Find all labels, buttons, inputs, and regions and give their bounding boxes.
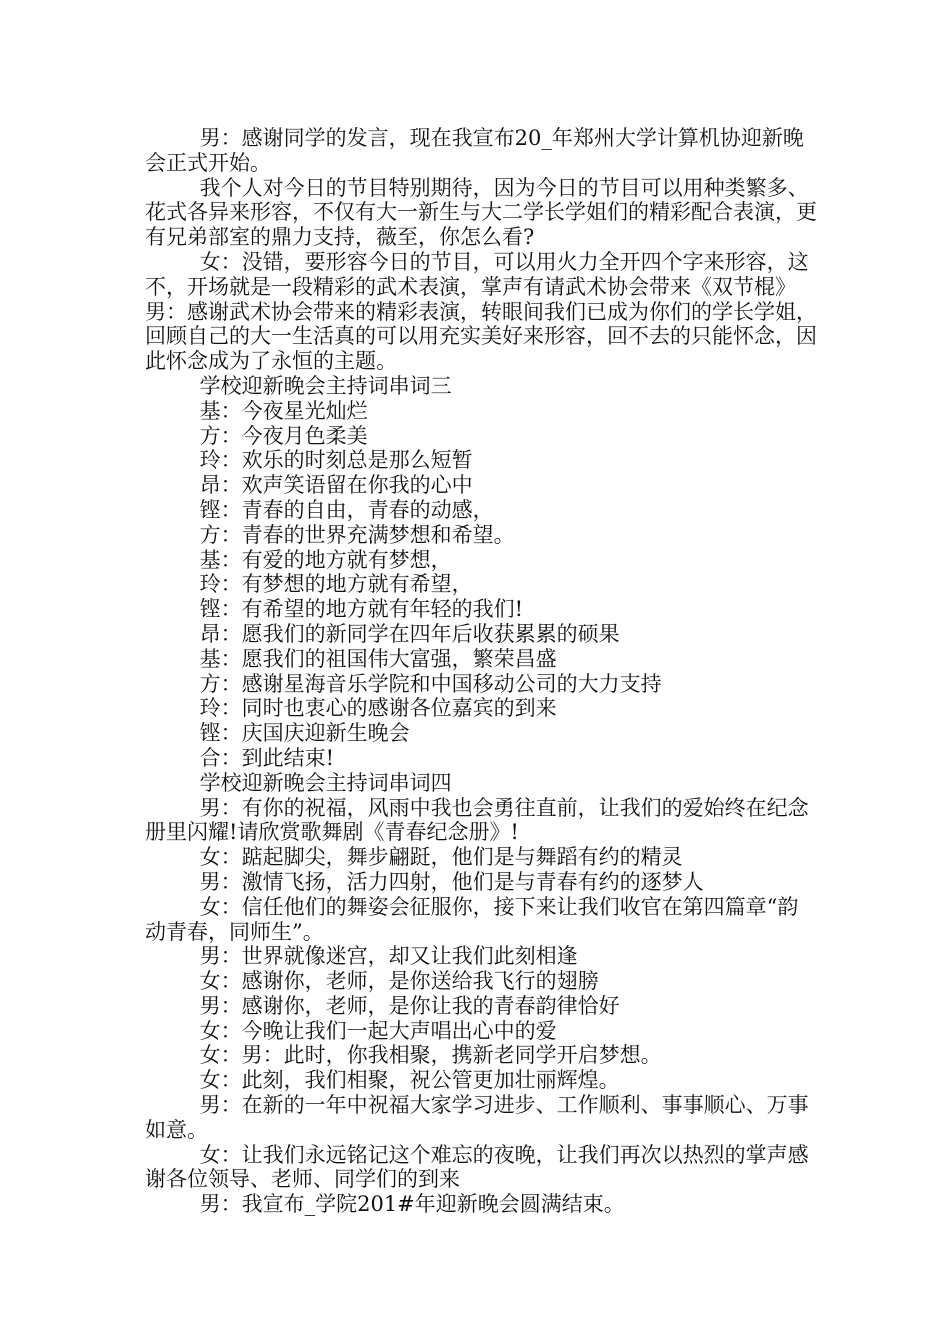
paragraph: 女：男：此时，你我相聚，携新老同学开启梦想。	[199, 1043, 662, 1068]
paragraph: 铿：青春的自由，青春的动感，	[199, 497, 494, 522]
paragraph: 方：感谢星海音乐学院和中国移动公司的大力支持	[199, 671, 662, 696]
paragraph: 昂：欢声笑语留在你我的心中	[199, 473, 473, 498]
paragraph: 女：此刻，我们相聚，祝公管更加壮丽辉煌。	[199, 1068, 620, 1093]
section-heading: 学校迎新晚会主持词串词四	[199, 770, 452, 795]
paragraph: 玲：有梦想的地方就有希望，	[199, 572, 473, 597]
paragraph: 基：今夜星光灿烂	[199, 398, 368, 423]
paragraph: 基：愿我们的祖国伟大富强，繁荣昌盛	[199, 646, 557, 671]
paragraph: 女：没错，要形容今日的节目，可以用火力全开四个字来形容，这不，开场就是一段精彩的武术表演，掌声有请武术协会带来《双节棍》男：感谢武术协会带来的精彩表演，转眼间我们已成为你们的学长学姐，回顾自己的大一生活真的可以用充实美好来形容，回不去的只能怀念，因此怀念成为了永恒的主题。	[145, 249, 817, 374]
paragraph: 女：让我们永远铭记这个难忘的夜晚，让我们再次以热烈的掌声感谢各位领导、老师、同学们的到来	[145, 1142, 809, 1192]
paragraph: 方：青春的世界充满梦想和希望。	[199, 522, 515, 547]
document-body	[145, 126, 817, 1217]
paragraph: 男：世界就像迷宫，却又让我们此刻相逢	[199, 944, 578, 969]
paragraph: 女：信任他们的舞姿会征服你，接下来让我们收官在第四篇章“韵动青春，同师生”。	[145, 894, 799, 944]
paragraph: 男：感谢同学的发言，现在我宣布20_年郑州大学计算机协迎新晚会正式开始。	[145, 126, 804, 175]
paragraph: 方：今夜月色柔美	[199, 423, 368, 448]
paragraph: 玲：欢乐的时刻总是那么短暂	[199, 448, 473, 473]
paragraph: 我个人对今日的节目特别期待，因为今日的节目可以用种类繁多、花式各异来形容，不仅有大一新生与大二学长学姐们的精彩配合表演，更有兄弟部室的鼎力支持，薇至，你怎么看?	[145, 175, 817, 250]
paragraph: 铿：有希望的地方就有年轻的我们!	[199, 597, 524, 622]
paragraph: 合：到此结束!	[199, 745, 335, 770]
paragraph: 男：我宣布_学院201#年迎新晚会圆满结束。	[199, 1192, 625, 1217]
paragraph: 女：今晚让我们一起大声唱出心中的爱	[199, 1018, 557, 1043]
paragraph: 昂：愿我们的新同学在四年后收获累累的硕果	[199, 621, 620, 646]
paragraph: 女：踮起脚尖，舞步翩跹，他们是与舞蹈有约的精灵	[199, 845, 683, 870]
paragraph: 男：激情飞扬，活力四射，他们是与青春有约的逐梦人	[199, 869, 704, 894]
paragraph: 铿：庆国庆迎新生晚会	[199, 721, 410, 746]
paragraph: 基：有爱的地方就有梦想，	[199, 547, 452, 572]
paragraph: 男：有你的祝福，风雨中我也会勇往直前，让我们的爱始终在纪念册里闪耀!请欣赏歌舞剧《青春纪念册》!	[145, 795, 809, 845]
paragraph: 玲：同时也衷心的感谢各位嘉宾的到来	[199, 696, 557, 721]
paragraph: 女：感谢你，老师，是你送给我飞行的翅膀	[199, 969, 599, 994]
paragraph: 男：感谢你，老师，是你让我的青春韵律恰好	[199, 993, 620, 1018]
section-heading: 学校迎新晚会主持词串词三	[199, 373, 452, 398]
paragraph: 男：在新的一年中祝福大家学习进步、工作顺利、事事顺心、万事如意。	[145, 1093, 809, 1142]
